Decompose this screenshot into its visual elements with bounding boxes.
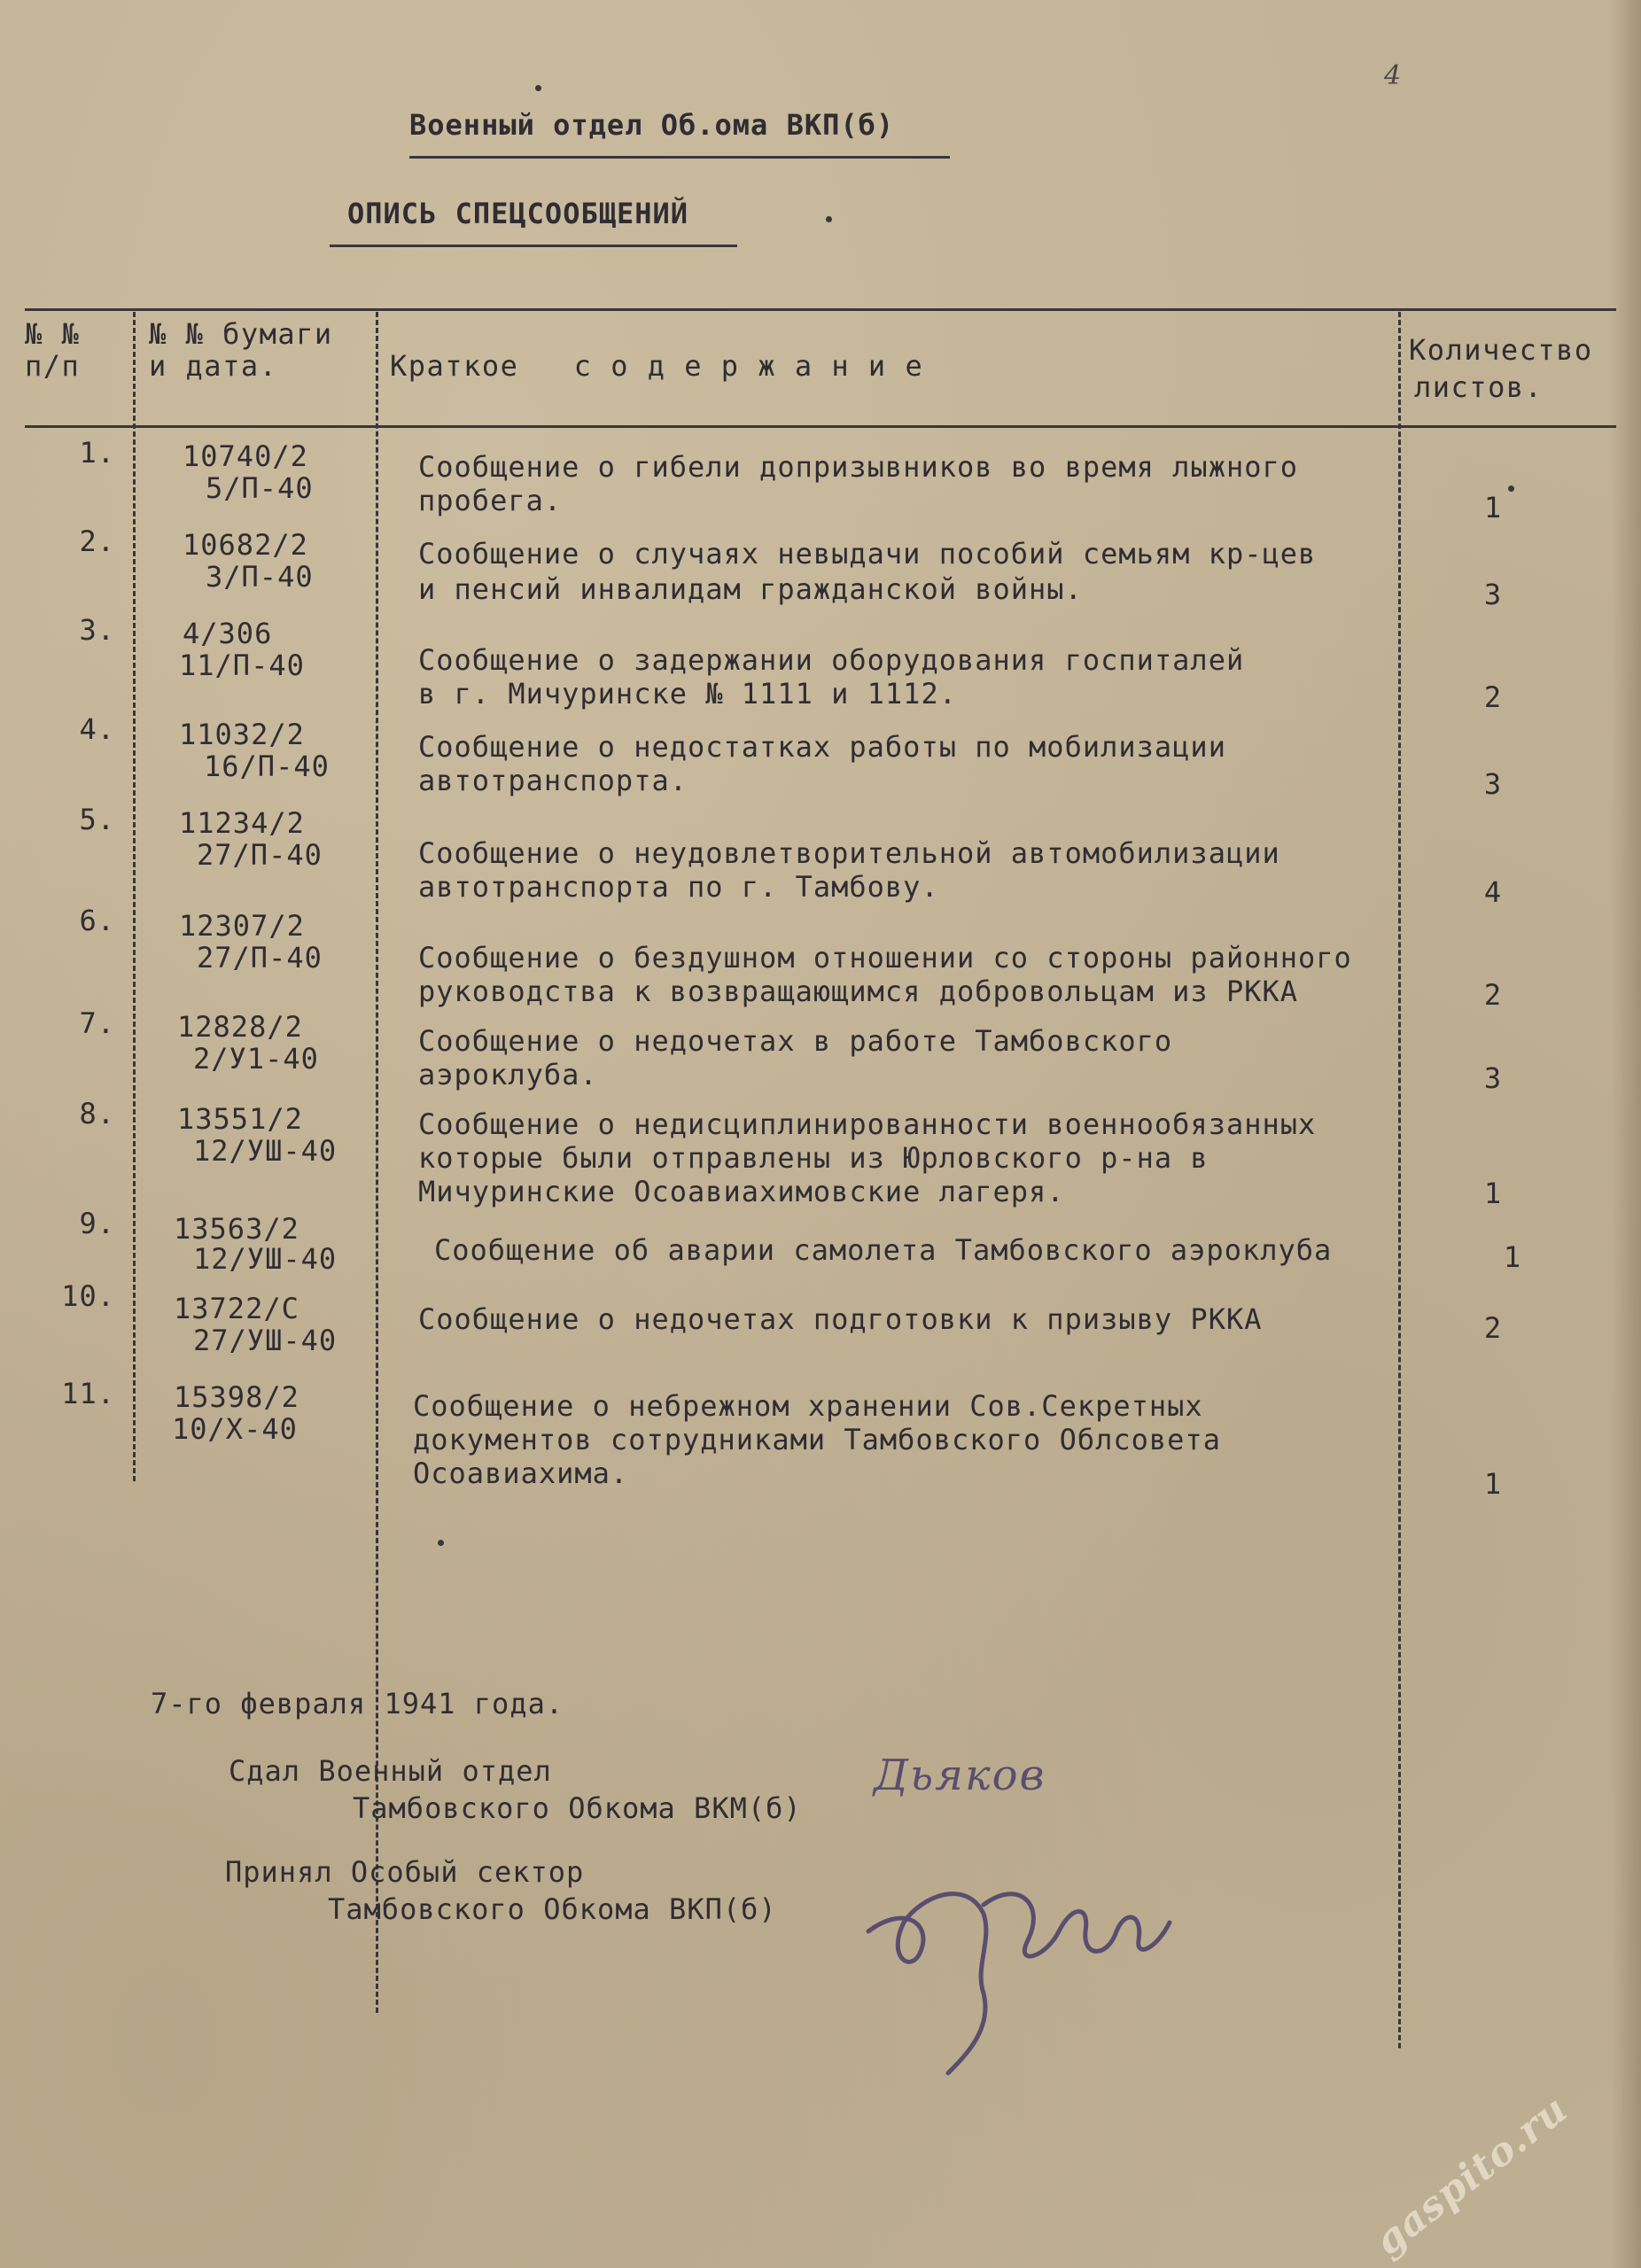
row-content-line: Сообщение о задержании оборудования госпиталей [418,643,1245,677]
row-date: 27/УШ-40 [193,1324,338,1357]
row-content-line: которые были отправлены из Юрловского р-на в [418,1141,1209,1175]
footer-received-line2: Тамбовского Обкома ВКП(б) [328,1892,777,1926]
document-title: Военный отдел Об.ома ВКП(б) [409,108,895,142]
table-top-rule [25,308,1616,311]
row-reference: 4/306 [183,617,273,650]
row-reference: 10682/2 [183,528,308,562]
footer-received-line1: Принял Особый сектор [225,1855,585,1889]
document-subtitle: ОПИСЬ СПЕЦСООБЩЕНИЙ [347,197,689,230]
row-number: 3. [79,613,115,647]
header-sheets-line2: листов. [1414,370,1544,404]
watermark: gaspito.ru [1365,2086,1576,2264]
row-content-line: Сообщение о бездушном отношении со стороны районного [418,941,1352,975]
footer-handed-line2: Тамбовского Обкома ВКМ(б) [353,1791,802,1825]
row-number: 9. [79,1207,115,1240]
page-number: 4 [1384,60,1402,91]
subtitle-underline [330,245,737,247]
row-content-line: Сообщение о небрежном хранении Сов.Секретных [413,1389,1203,1423]
row-content-line: и пенсий инвалидам гражданской войны. [418,572,1083,606]
header-reference-line2: и дата. [149,349,278,383]
footer-handed-line1: Сдал Военный отдел [229,1754,552,1788]
signature-handed [874,1751,1046,1800]
row-number: 10. [61,1279,115,1313]
row-number: 2. [79,524,115,558]
row-date: 11/П-40 [179,649,305,682]
header-number-line2: п/п [25,349,81,383]
header-sheets-line1: Количество [1409,333,1593,367]
header-number-line1: № № [25,317,81,351]
footer-date: 7-го февраля 1941 года. [151,1687,564,1720]
row-sheets: 1 [1483,491,1503,524]
column-divider-1 [133,312,136,1481]
row-content-line: Осоавиахима. [413,1456,629,1490]
row-sheets: 2 [1483,680,1503,714]
row-date: 27/П-40 [197,941,323,975]
row-reference: 11234/2 [179,806,305,840]
row-number: 7. [79,1006,115,1040]
row-number: 6. [79,904,115,937]
row-sheets: 2 [1483,978,1503,1012]
row-content-line: Мичуринские Осоавиахимовские лагеря. [418,1175,1065,1208]
row-content-line: Сообщение о недостатках работы по мобилизации [418,730,1226,764]
row-date: 5/П-40 [206,471,314,505]
header-content: Краткое с о д е р ж а н и е [390,349,924,383]
row-reference: 13551/2 [177,1102,303,1136]
row-reference: 13722/С [174,1292,299,1325]
row-content-line: Сообщение о случаях невыдачи пособий семьям кр-цев [418,537,1317,571]
row-reference: 11032/2 [179,718,305,751]
row-date: 10/Х-40 [172,1412,298,1446]
row-date: 2/У1-40 [193,1042,319,1076]
row-sheets: 3 [1483,767,1503,801]
row-number: 11. [61,1377,115,1410]
row-reference: 12828/2 [177,1010,303,1044]
row-number: 8. [79,1097,115,1130]
row-content-line: руководства к возвращающимся добровольцам из РККА [418,975,1299,1008]
row-content-line: аэроклуба. [418,1058,598,1091]
row-sheets: 4 [1483,875,1503,909]
row-sheets: 1 [1483,1177,1503,1210]
signature-handed-text: Дьяков [874,1751,1046,1800]
row-content-line: автотранспорта по г. Тамбову. [418,870,939,904]
row-content-line: документов сотрудниками Тамбовского Облсовета [413,1423,1221,1456]
row-reference: 13563/2 [174,1212,299,1246]
row-content-line: пробега. [418,484,563,517]
row-content-line: Сообщение о недочетах в работе Тамбовского [418,1024,1173,1058]
ink-speck [535,85,541,91]
row-content-line: автотранспорта. [418,764,688,797]
row-sheets: 3 [1483,578,1503,611]
column-divider-3 [1398,312,1401,2048]
ink-speck [438,1540,444,1546]
row-reference: 10740/2 [183,439,308,473]
row-date: 12/УШ-40 [193,1134,338,1168]
row-content-line: Сообщение о неудовлетворительной автомобилизации [418,836,1280,870]
row-sheets: 3 [1483,1061,1503,1095]
row-sheets: 1 [1483,1467,1503,1501]
row-sheets: 1 [1503,1240,1522,1274]
row-reference: 15398/2 [174,1380,299,1414]
row-sheets: 2 [1483,1311,1503,1345]
row-number: 4. [79,712,115,746]
row-date: 16/П-40 [204,750,330,783]
row-date: 27/П-40 [197,838,323,872]
title-underline [409,156,950,159]
row-date: 12/УШ-40 [193,1242,338,1276]
row-number: 5. [79,803,115,836]
table-header-rule [25,425,1616,428]
signature-received [851,1825,1205,2091]
row-number: 1. [79,436,115,470]
row-content-line: Сообщение о недочетах подготовки к призыву РККА [418,1302,1263,1336]
row-content-line: Сообщение о гибели допризывников во время лыжного [418,450,1299,484]
row-date: 3/П-40 [206,560,314,594]
header-reference-line1: № № бумаги [149,317,333,351]
ink-speck [1508,485,1514,492]
ink-speck [826,216,832,222]
row-content-line: в г. Мичуринске № 1111 и 1112. [418,677,957,711]
page-edge-shadow [1611,0,1641,2268]
row-content-line: Сообщение о недисциплинированности военнообязанных [418,1107,1317,1141]
row-content-line: Сообщение об аварии самолета Тамбовского аэроклуба [434,1233,1333,1267]
row-reference: 12307/2 [179,909,305,943]
